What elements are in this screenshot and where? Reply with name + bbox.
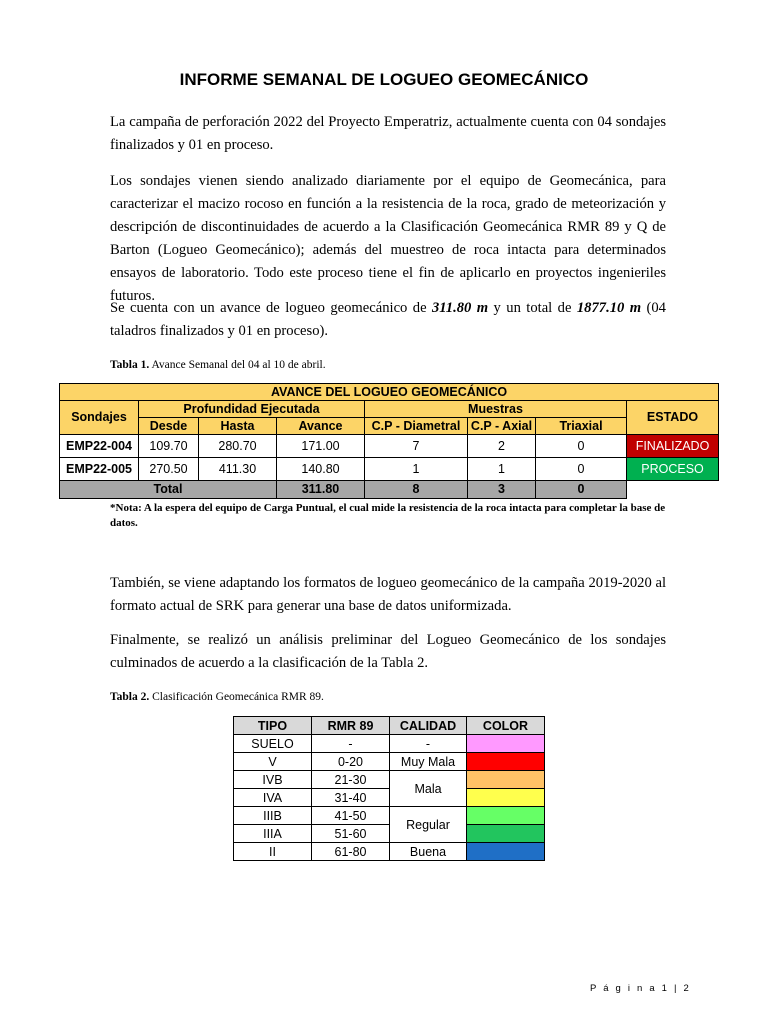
header-profundidad: Profundidad Ejecutada	[139, 401, 365, 418]
cell-tipo: V	[234, 753, 312, 771]
total-label: Total	[60, 481, 277, 499]
avance-table-title: AVANCE DEL LOGUEO GEOMECÁNICO	[60, 384, 719, 401]
cell-triaxial: 0	[536, 458, 627, 481]
color-swatch	[467, 753, 545, 771]
cell-hasta: 280.70	[199, 435, 277, 458]
avance-value: 311.80 m	[431, 300, 489, 316]
cell-rmr: 0-20	[312, 753, 390, 771]
cell-triaxial: 0	[536, 435, 627, 458]
total-row	[60, 481, 719, 499]
cell-tipo: II	[234, 843, 312, 861]
table1-caption-text: Avance Semanal del 04 al 10 de abril.	[149, 359, 326, 371]
cell-avance: 140.80	[277, 458, 365, 481]
color-swatch	[467, 735, 545, 753]
color-swatch	[467, 825, 545, 843]
rmr-table	[233, 716, 545, 861]
total-cp-axial: 3	[468, 481, 536, 499]
header-tipo: TIPO	[234, 717, 312, 735]
table2-caption	[110, 691, 324, 703]
color-swatch	[467, 771, 545, 789]
table2-caption-label: Tabla 2.	[110, 691, 150, 703]
header-sondajes: Sondajes	[60, 401, 139, 435]
cell-hasta: 411.30	[199, 458, 277, 481]
table-row	[234, 807, 545, 825]
total-triaxial: 0	[536, 481, 627, 499]
header-cp-diametral: C.P - Diametral	[365, 418, 468, 435]
header-desde: Desde	[139, 418, 199, 435]
avance-mid-text: y un total de	[488, 300, 577, 316]
cell-sondaje: EMP22-005	[60, 458, 139, 481]
table-row	[60, 458, 719, 481]
table-row	[60, 435, 719, 458]
avance-pre-text: Se cuenta con un avance de logueo geomecánico de	[110, 300, 432, 316]
header-cp-axial: C.P - Axial	[468, 418, 536, 435]
cell-tipo: IIIB	[234, 807, 312, 825]
header-estado: ESTADO	[627, 401, 719, 435]
table-row	[234, 753, 545, 771]
total-empty-cell	[627, 481, 719, 499]
paragraph-description: Los sondajes vienen siendo analizado diariamente por el equipo de Geomecánica, para caracterizar el macizo rocoso en función a la resistencia de la roca, grado de meteorización y descripción de discontinuidades de acuerdo a la Clasificación Geomecánica RMR 89 y Q de Barton (Logueo Geomecánico); además del muestreo de roca intacta para determinados ensayos de laboratorio. Todo este proceso tiene el fin de aplicarlo en proyectos ingenieriles futuros.	[110, 173, 666, 304]
cell-rmr: 51-60	[312, 825, 390, 843]
header-calidad: CALIDAD	[390, 717, 467, 735]
cell-calidad: Muy Mala	[390, 753, 467, 771]
cell-tipo: IVB	[234, 771, 312, 789]
cell-rmr: 21-30	[312, 771, 390, 789]
cell-tipo: SUELO	[234, 735, 312, 753]
header-muestras: Muestras	[365, 401, 627, 418]
cell-avance: 171.00	[277, 435, 365, 458]
cell-rmr: 41-50	[312, 807, 390, 825]
cell-cp-diametral: 1	[365, 458, 468, 481]
cell-cp-diametral: 7	[365, 435, 468, 458]
color-swatch	[467, 807, 545, 825]
avance-table	[59, 383, 719, 499]
total-value: 1877.10 m	[576, 300, 642, 316]
cell-calidad: Mala	[390, 771, 467, 807]
cell-rmr: 31-40	[312, 789, 390, 807]
cell-desde: 109.70	[139, 435, 199, 458]
color-swatch	[467, 789, 545, 807]
cell-calidad: -	[390, 735, 467, 753]
cell-sondaje: EMP22-004	[60, 435, 139, 458]
table-row	[234, 843, 545, 861]
table-row	[234, 825, 545, 843]
table1-caption-label: Tabla 1.	[110, 359, 150, 371]
page-number: P á g i n a 1 | 2	[590, 983, 691, 994]
paragraph-analisis: Finalmente, se realizó un análisis preliminar del Logueo Geomecánico de los sondajes culminados de acuerdo a la clasificación de la Tabla 2.	[110, 632, 666, 671]
total-avance: 311.80	[277, 481, 365, 499]
cell-rmr: 61-80	[312, 843, 390, 861]
cell-tipo: IIIA	[234, 825, 312, 843]
header-rmr: RMR 89	[312, 717, 390, 735]
paragraph-intro: La campaña de perforación 2022 del Proyecto Emperatriz, actualmente cuenta con 04 sondajes finalizados y 01 en proceso.	[110, 114, 666, 153]
total-cp-diametral: 8	[365, 481, 468, 499]
header-avance: Avance	[277, 418, 365, 435]
header-triaxial: Triaxial	[536, 418, 627, 435]
cell-cp-axial: 1	[468, 458, 536, 481]
cell-tipo: IVA	[234, 789, 312, 807]
header-color: COLOR	[467, 717, 545, 735]
cell-calidad: Buena	[390, 843, 467, 861]
cell-calidad: Regular	[390, 807, 467, 843]
paragraph-avance	[110, 297, 666, 343]
table-row	[234, 771, 545, 789]
document-title: INFORME SEMANAL DE LOGUEO GEOMECÁNICO	[179, 70, 589, 89]
avance-post-text: (04 taladros finalizados y 01 en proceso).	[110, 300, 666, 339]
header-hasta: Hasta	[199, 418, 277, 435]
table-row	[234, 735, 545, 753]
table1-note: *Nota: A la espera del equipo de Carga Puntual, el cual mide la resistencia de la roca intacta para completar la base de datos.	[110, 502, 666, 529]
table2-caption-text: Clasificación Geomecánica RMR 89.	[149, 691, 324, 703]
paragraph-formatos: También, se viene adaptando los formatos de logueo geomecánico de la campaña 2019-2020 al formato actual de SRK para generar una base de datos uniformizada.	[110, 575, 666, 614]
status-badge-finalizado: FINALIZADO	[627, 435, 719, 458]
cell-rmr: -	[312, 735, 390, 753]
status-badge-proceso: PROCESO	[627, 458, 719, 481]
cell-cp-axial: 2	[468, 435, 536, 458]
table-row	[234, 789, 545, 807]
cell-desde: 270.50	[139, 458, 199, 481]
color-swatch	[467, 843, 545, 861]
table1-caption	[110, 359, 326, 371]
